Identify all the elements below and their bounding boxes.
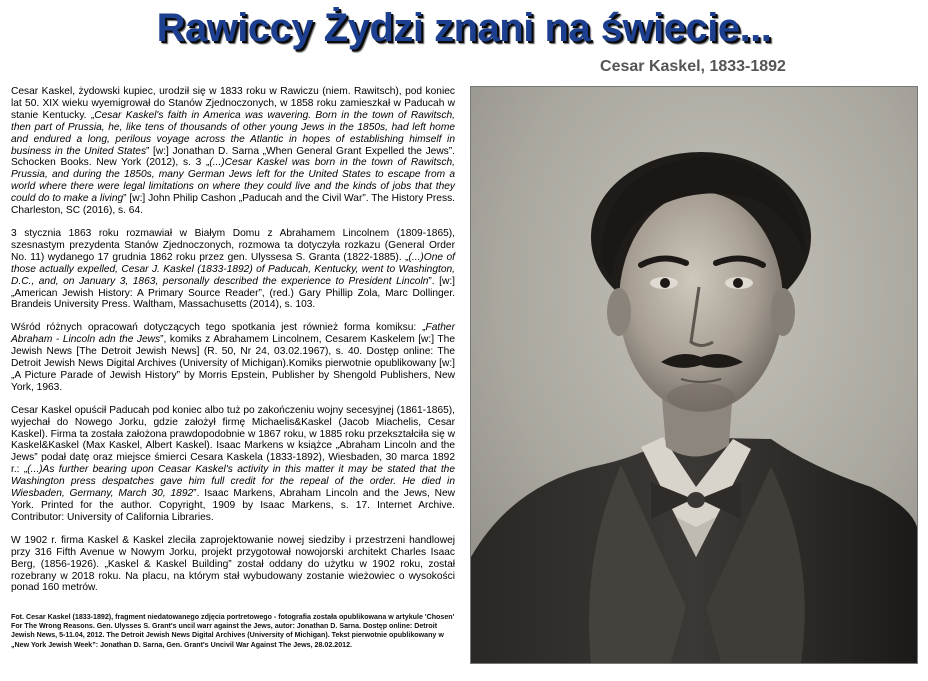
paragraph-1-text-e: ” [w:] John Philip Cashon „Paducah and the Civil War”. The History Press. Charleston, SC (2016), s. 64. <box>11 193 455 217</box>
paragraph-1 <box>11 86 455 217</box>
paragraph-1-text-a: Cesar Kaskel, żydowski kupiec, urodził się w 1833 roku w Rawiczu (niem. Rawitsch), pod koniec lat 50. XIX wieku wyemigrował do Stanów Zjednoczonych, w 1858 roku zamieszkał w Paducah w stanie Kentucky. „ <box>11 86 455 121</box>
paragraph-5-text: W 1902 r. firma Kaskel & Kaskel zleciła zaprojektowanie nowej siedziby i przestrzeni handlowej przy 316 Fifth Avenue w Nowym Jorku, projekt przygotował nowojorski architekt Charles Isaac Berg, (1856-1926). „Kaskel & Kaskel Building” został oddany do użytku w 1902 roku, został rozebrany w 2018 roku. Na placu, na którym stał wybudowany zostanie wieżowiec o wysokości ponad 160 metrów. <box>11 534 455 594</box>
paragraph-1-quote-2: (...)Cesar Kaskel was born in the town of Rawitsch, Prussia, and during the 1850s, many German Jews left for the United States to escape from a world where there were legal limitations on where they could live and the kinds of jobs that they could do to make a living <box>11 157 455 205</box>
paragraph-4-text-a: Cesar Kaskel opuścił Paducah pod koniec albo tuż po zakończeniu wojny secesyjnej (1861-1865), wyjechał do Nowego Jorku, gdzie założył firmę Michaelis&Kaskel (Jacob Miachelis, Cesar Kaskel). Firma ta została założona prawdopodobnie w 1867 roku, w 1885 roku przekształciła się w Kaskel&Kaskel (Max Kaskel, Albert Kaskel). Isaac Markens w książce „Abraham Lincoln and the Jews” podał datę oraz miejsce śmierci Cesara Kaskela (1833-1892), Wiesbaden, 30 marca 1892 r.: „ <box>11 404 455 476</box>
portrait-image <box>471 87 917 663</box>
paragraph-5 <box>11 535 455 595</box>
portrait-subtitle: Cesar Kaskel, 1833-1892 <box>600 58 786 75</box>
paragraph-2-quote: (...)One of those actually expelled, Cesar J. Kaskel (1833-1892) of Paducah, Kentucky, went to Washington, D.C., and, on January 3, 1863, personally described the experience to President Lincoln <box>11 251 455 287</box>
paragraph-2-text-c: ”. [w:] „American Jewish History: A Primary Source Reader”, (red.) Gary Phillip Zola, Marc Dollinger. Brandeis University Press. Waltham, Massachusetts (2014), s. 103. <box>11 275 455 311</box>
paragraph-4 <box>11 405 455 524</box>
paragraph-3-text-a: Wśród różnych opracowań dotyczących tego spotkania jest również forma komiksu: „ <box>11 322 426 334</box>
portrait-photo <box>470 86 918 664</box>
paragraph-4-text-c: ”. Isaac Markens, Abraham Lincoln and the Jews, New York. Printed for the author. Copyright, 1909 by Isaac Markens, s. 17. Internet Archive. Contributor: University of California Libraries. <box>11 488 455 523</box>
paragraph-2-text-a: 3 stycznia 1863 roku rozmawiał w Białym Domu z Abrahamem Lincolnem (1809-1865), szesnastym prezydenta Stanów Zjednoczonych, rozmowa ta dotyczyła rozkazu (General Order No. 11) wydanego 17 grudnia 1862 roku przez gen. Ulyssesa S. Granta (1822-1885). „ <box>11 227 455 263</box>
photo-caption: Fot. Cesar Kaskel (1833-1892), fragment niedatowanego zdjęcia portretowego - fotografia została opublikowana w artykule 'Chosen' For The Wrong Reasons. Gen. Ulysses S. Grant's uncil warr against the Jews, autor: Jonathan D. Sarna. Dostęp online: Detroit Jewish News, 5-11.04, 2012. The Detroit Jewish News Digital Archives (University of Michigan). Tekst pierwotnie opublikowany w „New York Jewish Week”: Jonathan D. Sarna, Gen. Grant's Uncivil War Against The Jews, 28.02.2012. <box>11 613 455 649</box>
paragraph-1-text-c: ” [w:] Jonathan D. Sarna „When General Grant Expelled the Jews”. Schocken Books. New York (2012), s. 3 „ <box>11 145 455 169</box>
paragraph-3 <box>11 322 455 393</box>
paragraph-2 <box>11 228 455 311</box>
paragraph-4-quote: (...)As further bearing upon Ceasar Kaskel's activity in this matter it may be stated that the Washington press despatches gave him full credit for the repeal of the order. He died in Wiesbaden, Germany, March 30, 1892 <box>11 464 455 500</box>
paragraph-3-text-c: ”, komiks z Abrahamem Lincolnem, Cesarem Kaskelem [w:] The Jewish News [The Detroit Jewish News] (R. 50, Nr 24, 03.02.1967), s. 40. Dostęp online: The Detroit Jewish News Digital Archives (University of Michigan).Komiks pierwotnie opublikowany [w:] „A Picture Parade of Jewish History” by Morris Epstein, Publisher by Shengold Publishers, New York, 1963. <box>11 334 455 393</box>
paragraph-1-quote-1: Cesar Kaskel's faith in America was wavering. Born in the town of Rawitsch, then part of Prussia, he, like tens of thousands of other young Jews in the 1850s, had left home and endured a long, perilous voyage across the Atlantic in hopes of establishing himself in business in the United States <box>11 109 455 157</box>
paragraph-3-quote: Father Abraham - Lincoln adn the Jews <box>11 322 455 346</box>
page-title: Rawiccy Żydzi znani na świecie... <box>156 6 772 50</box>
face-shape <box>619 192 783 412</box>
article-body <box>11 86 455 606</box>
